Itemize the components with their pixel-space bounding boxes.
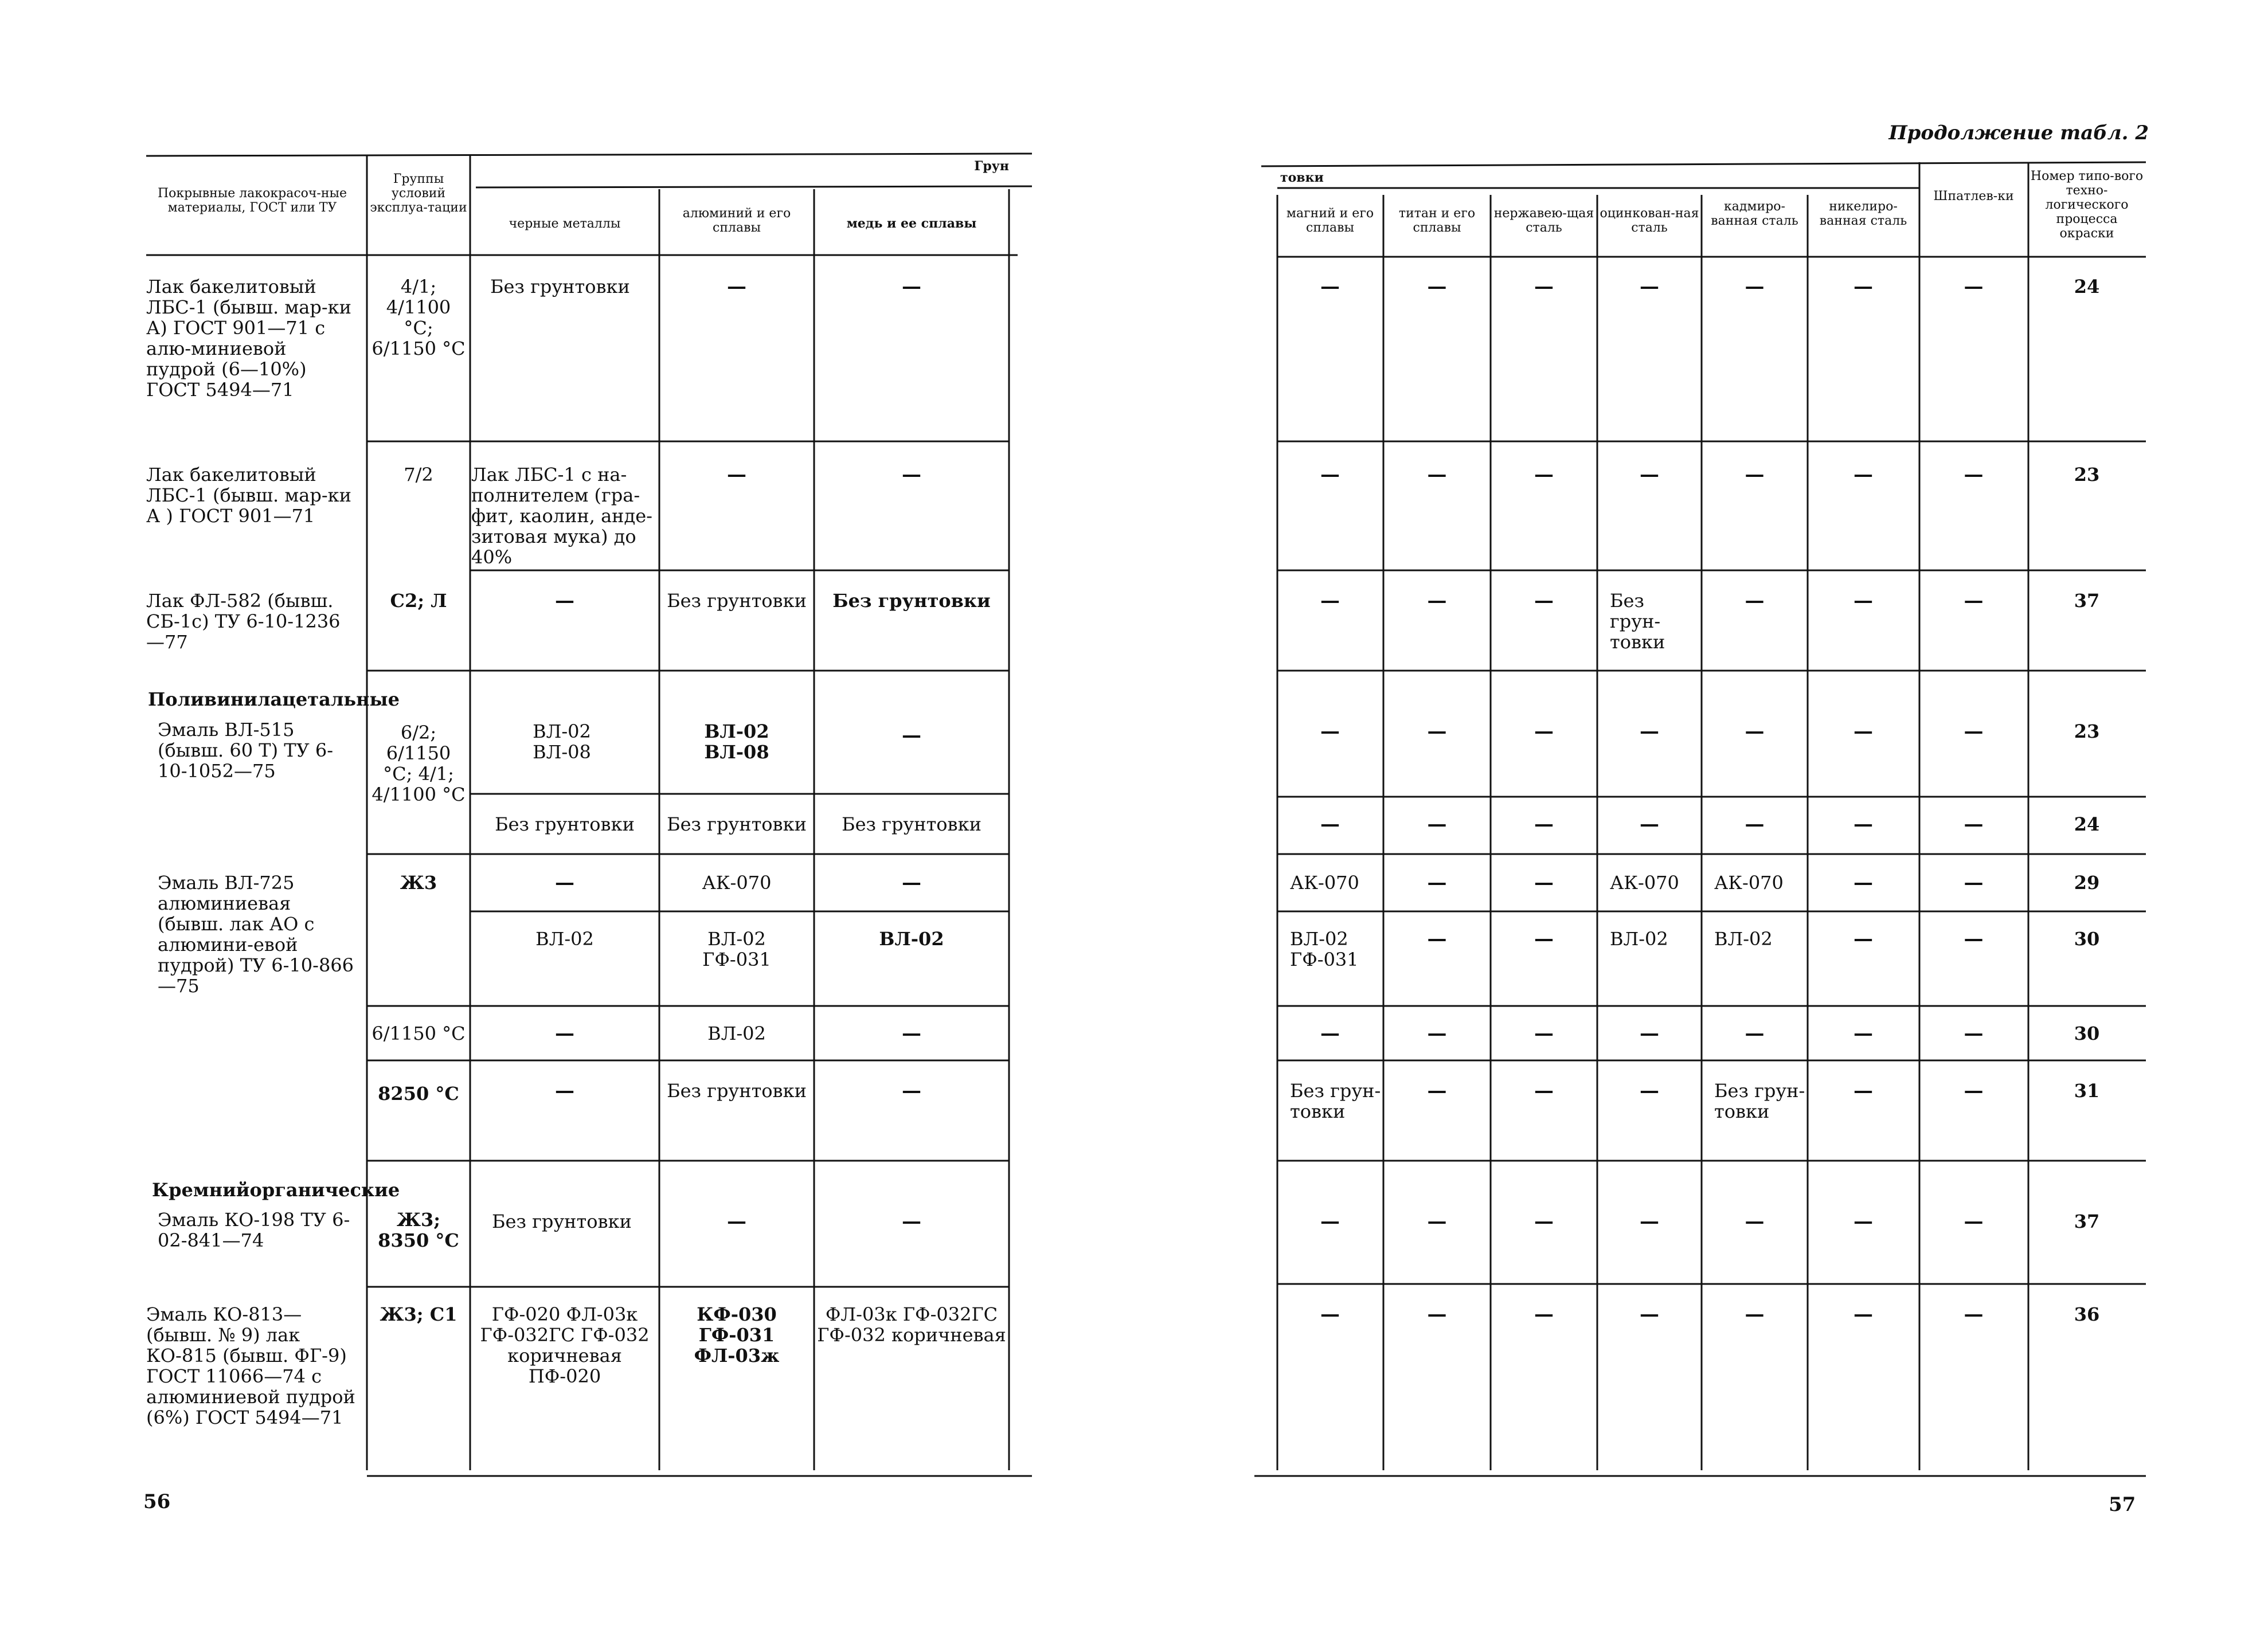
header-titanium: титан и его сплавы [1398,206,1476,235]
magnesium-cell: Без грун-товки [1290,1080,1381,1122]
nickel-cell: — [1853,871,1873,894]
alum-cell: Без грунтовки [667,1080,807,1102]
nickel-cell: — [1853,1210,1873,1233]
putty-cell: — [1964,589,1984,612]
stainless-cell: — [1534,1079,1554,1102]
copper-cell: — [902,1210,921,1233]
material-cell: Лак бакелитовый ЛБС-1 (бывш. мар-ки А ) ГОСТ 901—71 [146,464,351,527]
cadmium-cell: — [1745,1022,1765,1045]
stainless-cell: — [1534,1022,1554,1045]
alum-cell: ВЛ-02 [707,1023,766,1044]
magnesium-cell: — [1320,463,1340,486]
header-stainless: нержавею-щая сталь [1493,206,1594,235]
black-metal-cell: ВЛ-02 [535,928,594,950]
group-cell: 6/2; 6/1150 °С; 4/1; 4/1100 °С [372,722,466,805]
galvanized-cell: — [1640,813,1659,836]
titanium-cell: — [1427,871,1447,894]
header-group-partial: Грун [974,159,1009,174]
alum-cell: — [727,1210,746,1233]
alum-cell: КФ-030 ГФ-031 ФЛ-03ж [694,1303,780,1366]
galvanized-cell: — [1640,1303,1659,1326]
galvanized-cell: — [1640,720,1659,743]
cadmium-cell: Без грун-товки [1714,1080,1805,1122]
galvanized-cell: — [1640,275,1659,298]
nickel-cell: — [1853,1303,1873,1326]
putty-cell: — [1964,1210,1984,1233]
right-page [1134,0,2268,1625]
putty-cell: — [1964,463,1984,486]
cadmium-cell: — [1745,1210,1765,1233]
cadmium-cell: — [1745,275,1765,298]
nickel-cell: — [1853,275,1873,298]
stainless-cell: — [1534,1303,1554,1326]
copper-cell: Без грунтовки [842,813,982,835]
group-cell: Ж3; С1 [380,1303,457,1325]
header-galvanized: оцинкован-ная сталь [1600,206,1699,235]
cadmium-cell: АК-070 [1714,872,1784,894]
nickel-cell: — [1853,463,1873,486]
header-group-partial: товки [1280,170,1324,185]
process-number-cell: 37 [2074,590,2100,612]
material-cell: Лак ФЛ-582 (бывш. СБ-1с) ТУ 6-10-1236—77 [146,590,341,653]
page-number: 57 [2109,1493,2136,1516]
process-number-cell: 24 [2074,813,2100,835]
alum-cell: АК-070 [702,872,772,894]
copper-cell: Без грунтовки [832,590,991,612]
black-metal-cell: ГФ-020 ФЛ-03к ГФ-032ГС ГФ-032 коричневая ПФ-020 [480,1303,650,1387]
titanium-cell: — [1427,1079,1447,1102]
group-cell: 8250 °С [378,1083,459,1105]
galvanized-cell: — [1640,1210,1659,1233]
putty-cell: — [1964,927,1984,950]
cadmium-cell: ВЛ-02 [1714,928,1773,950]
cadmium-cell: — [1745,1303,1765,1326]
material-cell: Лак бакелитовый ЛБС-1 (бывш. мар-ки А) ГОСТ 901—71 с алю-миниевой пудрой (6—10%) ГОСТ 5494—71 [146,276,351,401]
putty-cell: — [1964,1079,1984,1102]
process-number-cell: 24 [2074,276,2100,297]
process-number-cell: 31 [2074,1080,2100,1102]
magnesium-cell: — [1320,275,1340,298]
cadmium-cell: — [1745,720,1765,743]
titanium-cell: — [1427,275,1447,298]
titanium-cell: — [1427,589,1447,612]
header-putty: Шпатлев-ки [1933,189,2014,203]
material-cell: Эмаль КО-198 ТУ 6-02-841—74 [158,1209,350,1251]
magnesium-cell: — [1320,1303,1340,1326]
group-cell: 4/1; 4/1100 °С; 6/1150 °С [372,276,466,359]
magnesium-cell: АК-070 [1290,872,1359,894]
header-magnesium: магний и его сплавы [1286,206,1374,235]
putty-cell: — [1964,871,1984,894]
header-copper: медь и ее сплавы [846,216,977,231]
continuation-title: Продолжение табл. 2 [1888,122,2149,144]
header-process-number: Номер типо-вого техно-логического процесса окраски [2030,169,2144,241]
magnesium-cell: — [1320,1022,1340,1045]
copper-cell: — [902,871,921,894]
titanium-cell: — [1427,720,1447,743]
nickel-cell: — [1853,589,1873,612]
group-cell: 6/1150 °С [372,1023,466,1044]
black-metal-cell: Без грунтовки [492,1211,632,1232]
titanium-cell: — [1427,463,1447,486]
process-number-cell: 37 [2074,1211,2100,1232]
header-materials: Покрывные лакокрасоч-ные материалы, ГОСТ или ТУ [157,186,347,215]
alum-cell: — [727,463,746,486]
copper-cell: — [902,463,921,486]
stainless-cell: — [1534,1210,1554,1233]
black-metal-cell: Лак ЛБС-1 с на-полнителем (гра-фит, каолин, анде-зитовая мука) до 40% [471,464,652,568]
section-title: Поливинилацетальные [148,688,400,710]
stainless-cell: — [1534,275,1554,298]
black-metal-cell: — [555,1022,574,1045]
header-black-metals: черные металлы [509,217,621,231]
black-metal-cell: Без грунтовки [495,813,635,835]
nickel-cell: — [1853,720,1873,743]
header-exploitation-groups: Группы условий эксплуа-тации [370,172,467,215]
titanium-cell: — [1427,1022,1447,1045]
stainless-cell: — [1534,589,1554,612]
material-cell: Эмаль ВЛ-725 алюминиевая (бывш. лак АО с алюмини-евой пудрой) ТУ 6-10-866—75 [158,872,354,997]
stainless-cell: — [1534,720,1554,743]
galvanized-cell: Без грун-товки [1610,590,1665,653]
nickel-cell: — [1853,1079,1873,1102]
galvanized-cell: — [1640,1022,1659,1045]
section-title: Кремнийорганические [152,1179,400,1201]
cadmium-cell: — [1745,813,1765,836]
black-metal-cell: — [555,871,574,894]
process-number-cell: 23 [2074,721,2100,742]
stainless-cell: — [1534,463,1554,486]
group-cell: 7/2 [404,464,433,485]
copper-cell: — [902,1079,921,1102]
black-metal-cell: — [555,589,574,612]
cadmium-cell: — [1745,463,1765,486]
process-number-cell: 30 [2074,1023,2100,1044]
magnesium-cell: — [1320,589,1340,612]
process-number-cell: 29 [2074,872,2100,894]
magnesium-cell: — [1320,813,1340,836]
alum-cell: ВЛ-02 ВЛ-08 [704,721,769,763]
magnesium-cell: — [1320,1210,1340,1233]
copper-cell: — [902,724,921,747]
putty-cell: — [1964,813,1984,836]
titanium-cell: — [1427,813,1447,836]
header-nickel: никелиро-ванная сталь [1819,199,1907,228]
copper-cell: ФЛ-03к ГФ-032ГС ГФ-032 коричневая [817,1303,1006,1346]
copper-cell: — [902,1022,921,1045]
group-cell: С2; Л [390,590,447,612]
putty-cell: — [1964,1022,1984,1045]
process-number-cell: 23 [2074,464,2100,485]
stainless-cell: — [1534,927,1554,950]
alum-cell: ВЛ-02 ГФ-031 [702,928,771,970]
galvanized-cell: — [1640,1079,1659,1102]
page-number: 56 [143,1490,171,1513]
process-number-cell: 30 [2074,928,2100,950]
black-metal-cell: Без грунтовки [490,276,630,297]
header-aluminium: алюминий и его сплавы [682,206,791,235]
group-cell: Ж3 [400,872,437,894]
titanium-cell: — [1427,927,1447,950]
galvanized-cell: ВЛ-02 [1610,928,1668,950]
black-metal-cell: ВЛ-02 ВЛ-08 [533,721,591,763]
nickel-cell: — [1853,927,1873,950]
right-table-grid [1134,0,2268,1625]
alum-cell: Без грунтовки [667,590,807,612]
group-cell: Ж3; 8350 °С [378,1209,459,1251]
stainless-cell: — [1534,813,1554,836]
putty-cell: — [1964,1303,1984,1326]
putty-cell: — [1964,275,1984,298]
alum-cell: Без грунтовки [667,813,807,835]
nickel-cell: — [1853,813,1873,836]
putty-cell: — [1964,720,1984,743]
alum-cell: — [727,275,746,298]
copper-cell: ВЛ-02 [879,928,944,950]
material-cell: Эмаль ВЛ-515 (бывш. 60 Т) ТУ 6-10-1052—75 [158,719,334,782]
galvanized-cell: АК-070 [1610,872,1679,894]
titanium-cell: — [1427,1303,1447,1326]
nickel-cell: — [1853,1022,1873,1045]
magnesium-cell: ВЛ-02 ГФ-031 [1290,928,1359,970]
stainless-cell: — [1534,871,1554,894]
process-number-cell: 36 [2074,1303,2100,1325]
galvanized-cell: — [1640,463,1659,486]
titanium-cell: — [1427,1210,1447,1233]
copper-cell: — [902,275,921,298]
header-cadmium: кадмиро-ванная сталь [1711,199,1798,228]
magnesium-cell: — [1320,720,1340,743]
cadmium-cell: — [1745,589,1765,612]
black-metal-cell: — [555,1079,574,1102]
material-cell: Эмаль КО-813— (бывш. № 9) лак КО-815 (бывш. ФГ-9) ГОСТ 11066—74 с алюминиевой пудрой (6%) ГОСТ 5494—71 [146,1303,355,1428]
